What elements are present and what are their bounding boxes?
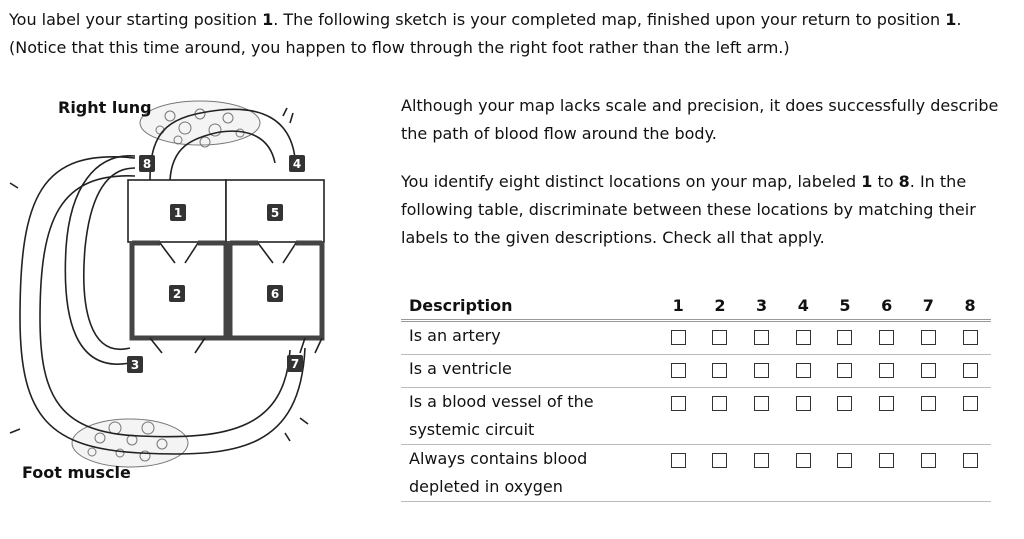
paragraph-1: Although your map lacks scale and precision, it does successfully describe the path of blood flow around the body.: [401, 96, 999, 143]
intro-pos1: 1: [262, 10, 274, 29]
intro-part3: . (Notice that this time around, you happen to flow through the right foot rather than the left arm.): [9, 10, 962, 57]
p2-part2: to: [872, 172, 899, 191]
depleted-checkbox-2[interactable]: [712, 453, 727, 468]
col-3: 3: [741, 291, 783, 321]
tag-2: [169, 285, 185, 302]
ventricle-checkbox-2[interactable]: [712, 363, 727, 378]
artery-checkbox-5[interactable]: [837, 330, 852, 345]
col-4: 4: [782, 291, 824, 321]
intro-part1: You label your starting position: [9, 10, 263, 29]
tag-6: [267, 285, 283, 302]
muscle-label: Foot muscle: [22, 463, 131, 482]
row-description: Is a ventricle: [401, 355, 657, 388]
row-description: Is a blood vessel of the systemic circuit: [401, 388, 657, 445]
p2-n1: 1: [861, 172, 873, 191]
artery-checkbox-1[interactable]: [671, 330, 686, 345]
artery-checkbox-4[interactable]: [796, 330, 811, 345]
systemic-checkbox-7[interactable]: [921, 396, 936, 411]
table-row: [401, 321, 991, 355]
paragraph-2: [401, 168, 1011, 252]
tag-8: [139, 155, 155, 172]
ventricle-checkbox-6[interactable]: [879, 363, 894, 378]
systemic-checkbox-5[interactable]: [837, 396, 852, 411]
tag-5: [267, 204, 283, 221]
ventricle-checkbox-3[interactable]: [754, 363, 769, 378]
table-header-row: [401, 291, 991, 321]
col-8: 8: [949, 291, 991, 321]
ventricle-checkbox-5[interactable]: [837, 363, 852, 378]
col-1: 1: [657, 291, 699, 321]
table-row: [401, 445, 991, 502]
tag-1: [170, 204, 186, 221]
p2-part3: . In the following table, discriminate between these locations by matching their labels to the given descriptions. Check all that apply.: [401, 172, 976, 247]
svg-text:3: 3: [130, 358, 140, 372]
svg-text:2: 2: [172, 287, 182, 301]
muscle-tissue-icon: [72, 419, 188, 467]
table-row: [401, 388, 991, 445]
artery-checkbox-2[interactable]: [712, 330, 727, 345]
col-6: 6: [866, 291, 908, 321]
depleted-checkbox-7[interactable]: [921, 453, 936, 468]
depleted-checkbox-5[interactable]: [837, 453, 852, 468]
tag-7: [287, 355, 303, 372]
p2-part1: You identify eight distinct locations on your map, labeled: [401, 172, 862, 191]
svg-text:8: 8: [142, 157, 152, 171]
tag-4: [289, 155, 305, 172]
systemic-checkbox-2[interactable]: [712, 396, 727, 411]
lung-label: Right lung: [58, 98, 152, 117]
depleted-checkbox-1[interactable]: [671, 453, 686, 468]
instructions: [401, 92, 1011, 272]
svg-text:4: 4: [292, 157, 302, 171]
ventricle-checkbox-7[interactable]: [921, 363, 936, 378]
artery-checkbox-8[interactable]: [963, 330, 978, 345]
artery-checkbox-6[interactable]: [879, 330, 894, 345]
tag-3: [127, 356, 143, 373]
col-2: 2: [699, 291, 741, 321]
svg-text:6: 6: [270, 287, 280, 301]
col-description: Description: [401, 291, 657, 321]
artery-checkbox-3[interactable]: [754, 330, 769, 345]
depleted-checkbox-8[interactable]: [963, 453, 978, 468]
ventricle-checkbox-8[interactable]: [963, 363, 978, 378]
svg-text:5: 5: [270, 206, 280, 220]
ventricle-checkbox-1[interactable]: [671, 363, 686, 378]
artery-checkbox-7[interactable]: [921, 330, 936, 345]
systemic-checkbox-6[interactable]: [879, 396, 894, 411]
matching-table: [401, 291, 991, 502]
intro-part2: . The following sketch is your completed map, finished upon your return to position: [273, 10, 946, 29]
systemic-checkbox-4[interactable]: [796, 396, 811, 411]
p2-n2: 8: [898, 172, 910, 191]
intro-pos2: 1: [945, 10, 957, 29]
table-row: [401, 355, 991, 388]
depleted-checkbox-4[interactable]: [796, 453, 811, 468]
col-7: 7: [908, 291, 950, 321]
ventricle-checkbox-4[interactable]: [796, 363, 811, 378]
row-description: Always contains blood depleted in oxygen: [401, 445, 657, 502]
circulation-diagram: [0, 88, 380, 498]
svg-text:7: 7: [290, 357, 300, 371]
systemic-checkbox-1[interactable]: [671, 396, 686, 411]
depleted-checkbox-6[interactable]: [879, 453, 894, 468]
heart-vessel-sketch: [0, 88, 380, 498]
svg-text:1: 1: [173, 206, 183, 220]
systemic-checkbox-8[interactable]: [963, 396, 978, 411]
systemic-checkbox-3[interactable]: [754, 396, 769, 411]
row-description: Is an artery: [401, 321, 657, 355]
intro-text: [9, 6, 1014, 62]
depleted-checkbox-3[interactable]: [754, 453, 769, 468]
col-5: 5: [824, 291, 866, 321]
